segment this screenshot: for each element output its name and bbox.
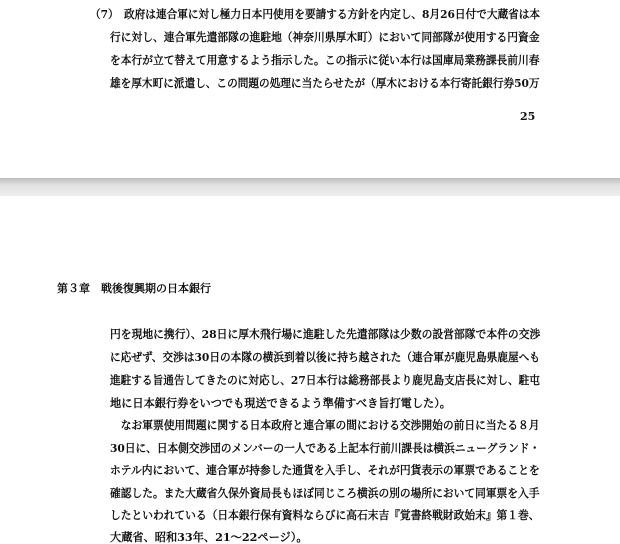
document-page-upper xyxy=(0,0,620,178)
page-separator xyxy=(0,178,620,196)
text-line: 行に対し、連合軍先遣部隊の進駐地（神奈川県厚木町）において同部隊が使用する円資金 xyxy=(110,30,540,44)
document-page-lower xyxy=(0,196,620,544)
text-line: 雄を厚木町に派遣し、この問題の処理に当たらせたが（厚木における本行寄託銀行券50万 xyxy=(110,76,540,90)
text-line: （7） 政府は連合軍に対し極力日本円使用を要請する方針を内定し、8月26日付で大蔵省は本 xyxy=(90,7,541,21)
text-line: なお軍票使用問題に関する日本政府と連合軍の間における交渉開始の前日に当たる８月 xyxy=(110,418,540,432)
text-line: 円を現地に携行）、28日に厚木飛行場に進駐した先遣部隊は少数の設営部隊で本件の交渉 xyxy=(110,327,541,341)
chapter-header: 第３章 戦後復興期の日本銀行 xyxy=(57,282,211,295)
text-line: 地に日本銀行券をいつでも現送できるよう準備すべき旨打電した）。 xyxy=(110,396,451,410)
text-line: したといわれている（日本銀行保有資料ならびに高石末吉『覚書終戦財政始末』第１巻、 xyxy=(110,508,540,522)
text-line: 進駐する旨通告してきたのに対応し、27日本行は総務部長より鹿児島支店長に対し、駐屯 xyxy=(110,373,540,387)
text-line: 大蔵省、昭和33年、21〜22ページ）。 xyxy=(110,530,308,544)
text-line: に応ぜず、交渉は30日の本隊の横浜到着以後に持ち越された（連合軍が鹿児島県鹿屋へも xyxy=(110,350,540,364)
text-line: ホテル内において、連合軍が持参した通貨を入手し、それが円貨表示の軍票であることを xyxy=(110,463,540,477)
text-line: 確認した。また大蔵省久保外資局長もほぼ同じころ横浜の別の場所において同軍票を入手 xyxy=(110,486,540,500)
text-line: 30日に、日本側交渉団のメンバーの一人である上記本行前川課長は横浜ニューグランド・ xyxy=(110,441,541,455)
text-line: を本行が立て替えて用意するよう指示した。この指示に従い本行は国庫局業務課長前川春 xyxy=(110,53,540,67)
page-number: 25 xyxy=(520,110,536,123)
